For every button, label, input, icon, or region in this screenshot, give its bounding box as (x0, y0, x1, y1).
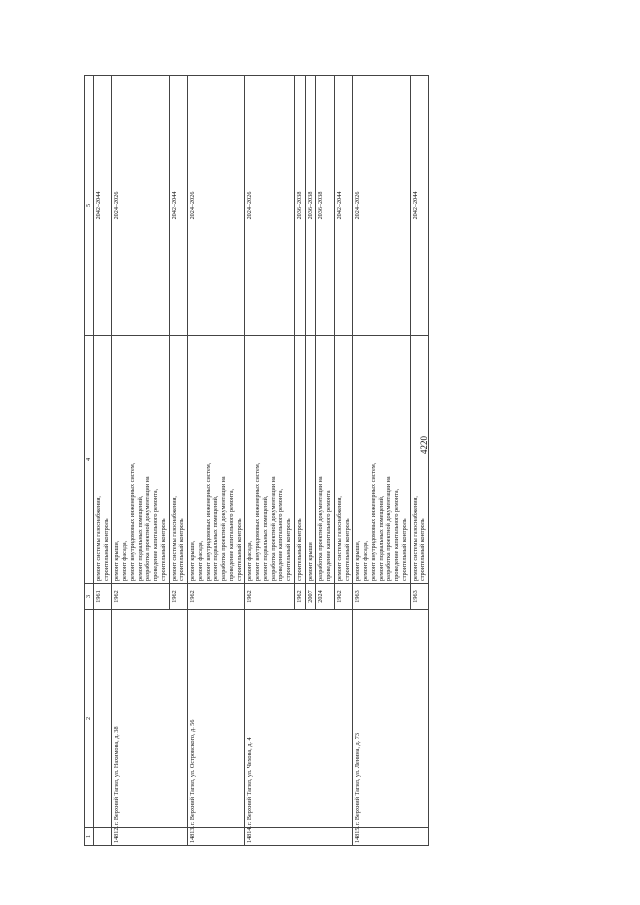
address-cell: г. Верхний Тагил, ул. Ленина, д. 73 (353, 610, 429, 828)
year-cell: 1963 (353, 584, 410, 610)
table-row (188, 76, 245, 846)
year-cell: 1962 (245, 584, 295, 610)
year-cell: 1962 (188, 584, 245, 610)
address-cell: г. Верхний Тагил, ул. Чехова, д. 4 (245, 610, 353, 828)
works-cell (188, 336, 245, 584)
term-cell: 2042–2044 (93, 76, 112, 336)
works-cell (353, 336, 410, 584)
work-item: ремонт фасада, (362, 540, 369, 581)
column-number: 5 (85, 76, 94, 336)
year-cell: 2024 (316, 584, 335, 610)
column-number: 4 (85, 336, 94, 584)
work-item: проведение капитального ремонта, (277, 488, 285, 581)
work-item: ремонт фасада, (196, 540, 204, 581)
table-body (85, 76, 429, 846)
work-item: ремонт подвальных помещений, (261, 495, 269, 581)
work-item: строительный контроль (295, 518, 303, 581)
column-number: 1 (85, 828, 94, 846)
work-item: строительный контроль (285, 518, 292, 581)
rotated-table-container (84, 76, 589, 846)
work-item: проведение капитального ремонта (325, 490, 332, 581)
works-cell (316, 336, 335, 584)
term-cell: 2042–2044 (169, 76, 188, 336)
work-item: ремонт крыши, (354, 540, 362, 581)
year-cell: 1961 (93, 584, 112, 610)
term-cell: 2024–2026 (353, 76, 410, 336)
work-item: ремонт подвальных помещений, (136, 495, 144, 581)
works-cell (334, 336, 353, 584)
works-cell (93, 336, 112, 584)
work-item: ремонт внутридомовых инженерных систем, (254, 462, 261, 581)
work-item: ремонт крыши, (189, 540, 196, 581)
works-cell (410, 336, 429, 584)
work-item: ремонт подвальных помещений, (377, 495, 385, 581)
work-item: ремонт крыши, (113, 540, 121, 581)
works-cell (169, 336, 188, 584)
address-cell: г. Верхний Тагил, ул. Островского, д. 56 (188, 610, 245, 828)
capital-repair-table (84, 75, 429, 846)
row-number: 14815. (353, 828, 429, 846)
work-item: проведение капитального ремонта, (227, 488, 235, 581)
work-item: разработка проектной документации на (317, 476, 325, 581)
works-cell (112, 336, 169, 584)
work-item: ремонт системы газоснабжения, (335, 496, 343, 581)
table-row (245, 76, 295, 846)
work-item: ремонт системы газоснабжения, (411, 496, 419, 581)
row-number: 14814. (245, 828, 353, 846)
work-item: разработка проектной документации на (269, 476, 277, 581)
works-cell (305, 336, 316, 584)
work-item: ремонт внутридомовых инженерных систем, (204, 462, 212, 581)
work-item: строительный контроль (102, 518, 110, 581)
table-row (353, 76, 410, 846)
row-number (93, 828, 112, 846)
term-cell: 2042–2044 (410, 76, 429, 336)
column-numbers-row (85, 76, 94, 846)
row-number: 14812. (112, 828, 188, 846)
term-cell: 2036–2038 (316, 76, 335, 336)
row-number: 14813. (188, 828, 245, 846)
year-cell: 1962 (169, 584, 188, 610)
year-cell: 2007 (305, 584, 316, 610)
term-cell: 2024–2026 (112, 76, 169, 336)
term-cell: 2036–2038 (305, 76, 316, 336)
year-cell: 1962 (294, 584, 305, 610)
work-item: ремонт фасада, (246, 540, 254, 581)
work-item: строительный контроль (235, 518, 243, 581)
term-cell: 2024–2026 (188, 76, 245, 336)
term-cell: 2024–2026 (245, 76, 295, 336)
address-cell: г. Верхний Тагил, ул. Нахимова, д. 38 (112, 610, 188, 828)
table-row (93, 76, 112, 846)
work-item: ремонт внутридомовых инженерных систем, (369, 462, 377, 581)
address-cell (93, 610, 112, 828)
work-item: строительный контроль (178, 518, 186, 581)
work-item: ремонт системы газоснабжения, (170, 496, 178, 581)
work-item: строительный контроль (419, 518, 427, 581)
work-item: разработка проектной документации на (144, 476, 152, 581)
work-item: ремонт системы газоснабжения, (94, 496, 102, 581)
work-item: разработка проектной документации на (385, 476, 393, 581)
column-number: 3 (85, 584, 94, 610)
work-item: ремонт подвальных помещений, (212, 495, 220, 581)
works-cell (245, 336, 295, 584)
work-item: проведение капитального ремонта, (393, 488, 400, 581)
work-item: строительный контроль (400, 518, 408, 581)
work-item: ремонт крыши (306, 542, 314, 581)
work-item: ремонт внутридомовых инженерных систем, (128, 462, 136, 581)
term-cell: 2042–2044 (334, 76, 353, 336)
work-item: строительный контроль (159, 518, 167, 581)
term-cell: 2036–2038 (294, 76, 305, 336)
column-number: 2 (85, 610, 94, 828)
page-number: 4220 (419, 436, 429, 454)
works-cell (294, 336, 305, 584)
work-item: ремонт фасада, (121, 540, 128, 581)
year-cell: 1963 (410, 584, 429, 610)
table-row (112, 76, 169, 846)
work-item: проведение капитального ремонта, (152, 488, 159, 581)
year-cell: 1962 (334, 584, 353, 610)
work-item: разработка проектной документации на (220, 476, 227, 581)
work-item: строительный контроль (343, 518, 351, 581)
year-cell: 1962 (112, 584, 169, 610)
